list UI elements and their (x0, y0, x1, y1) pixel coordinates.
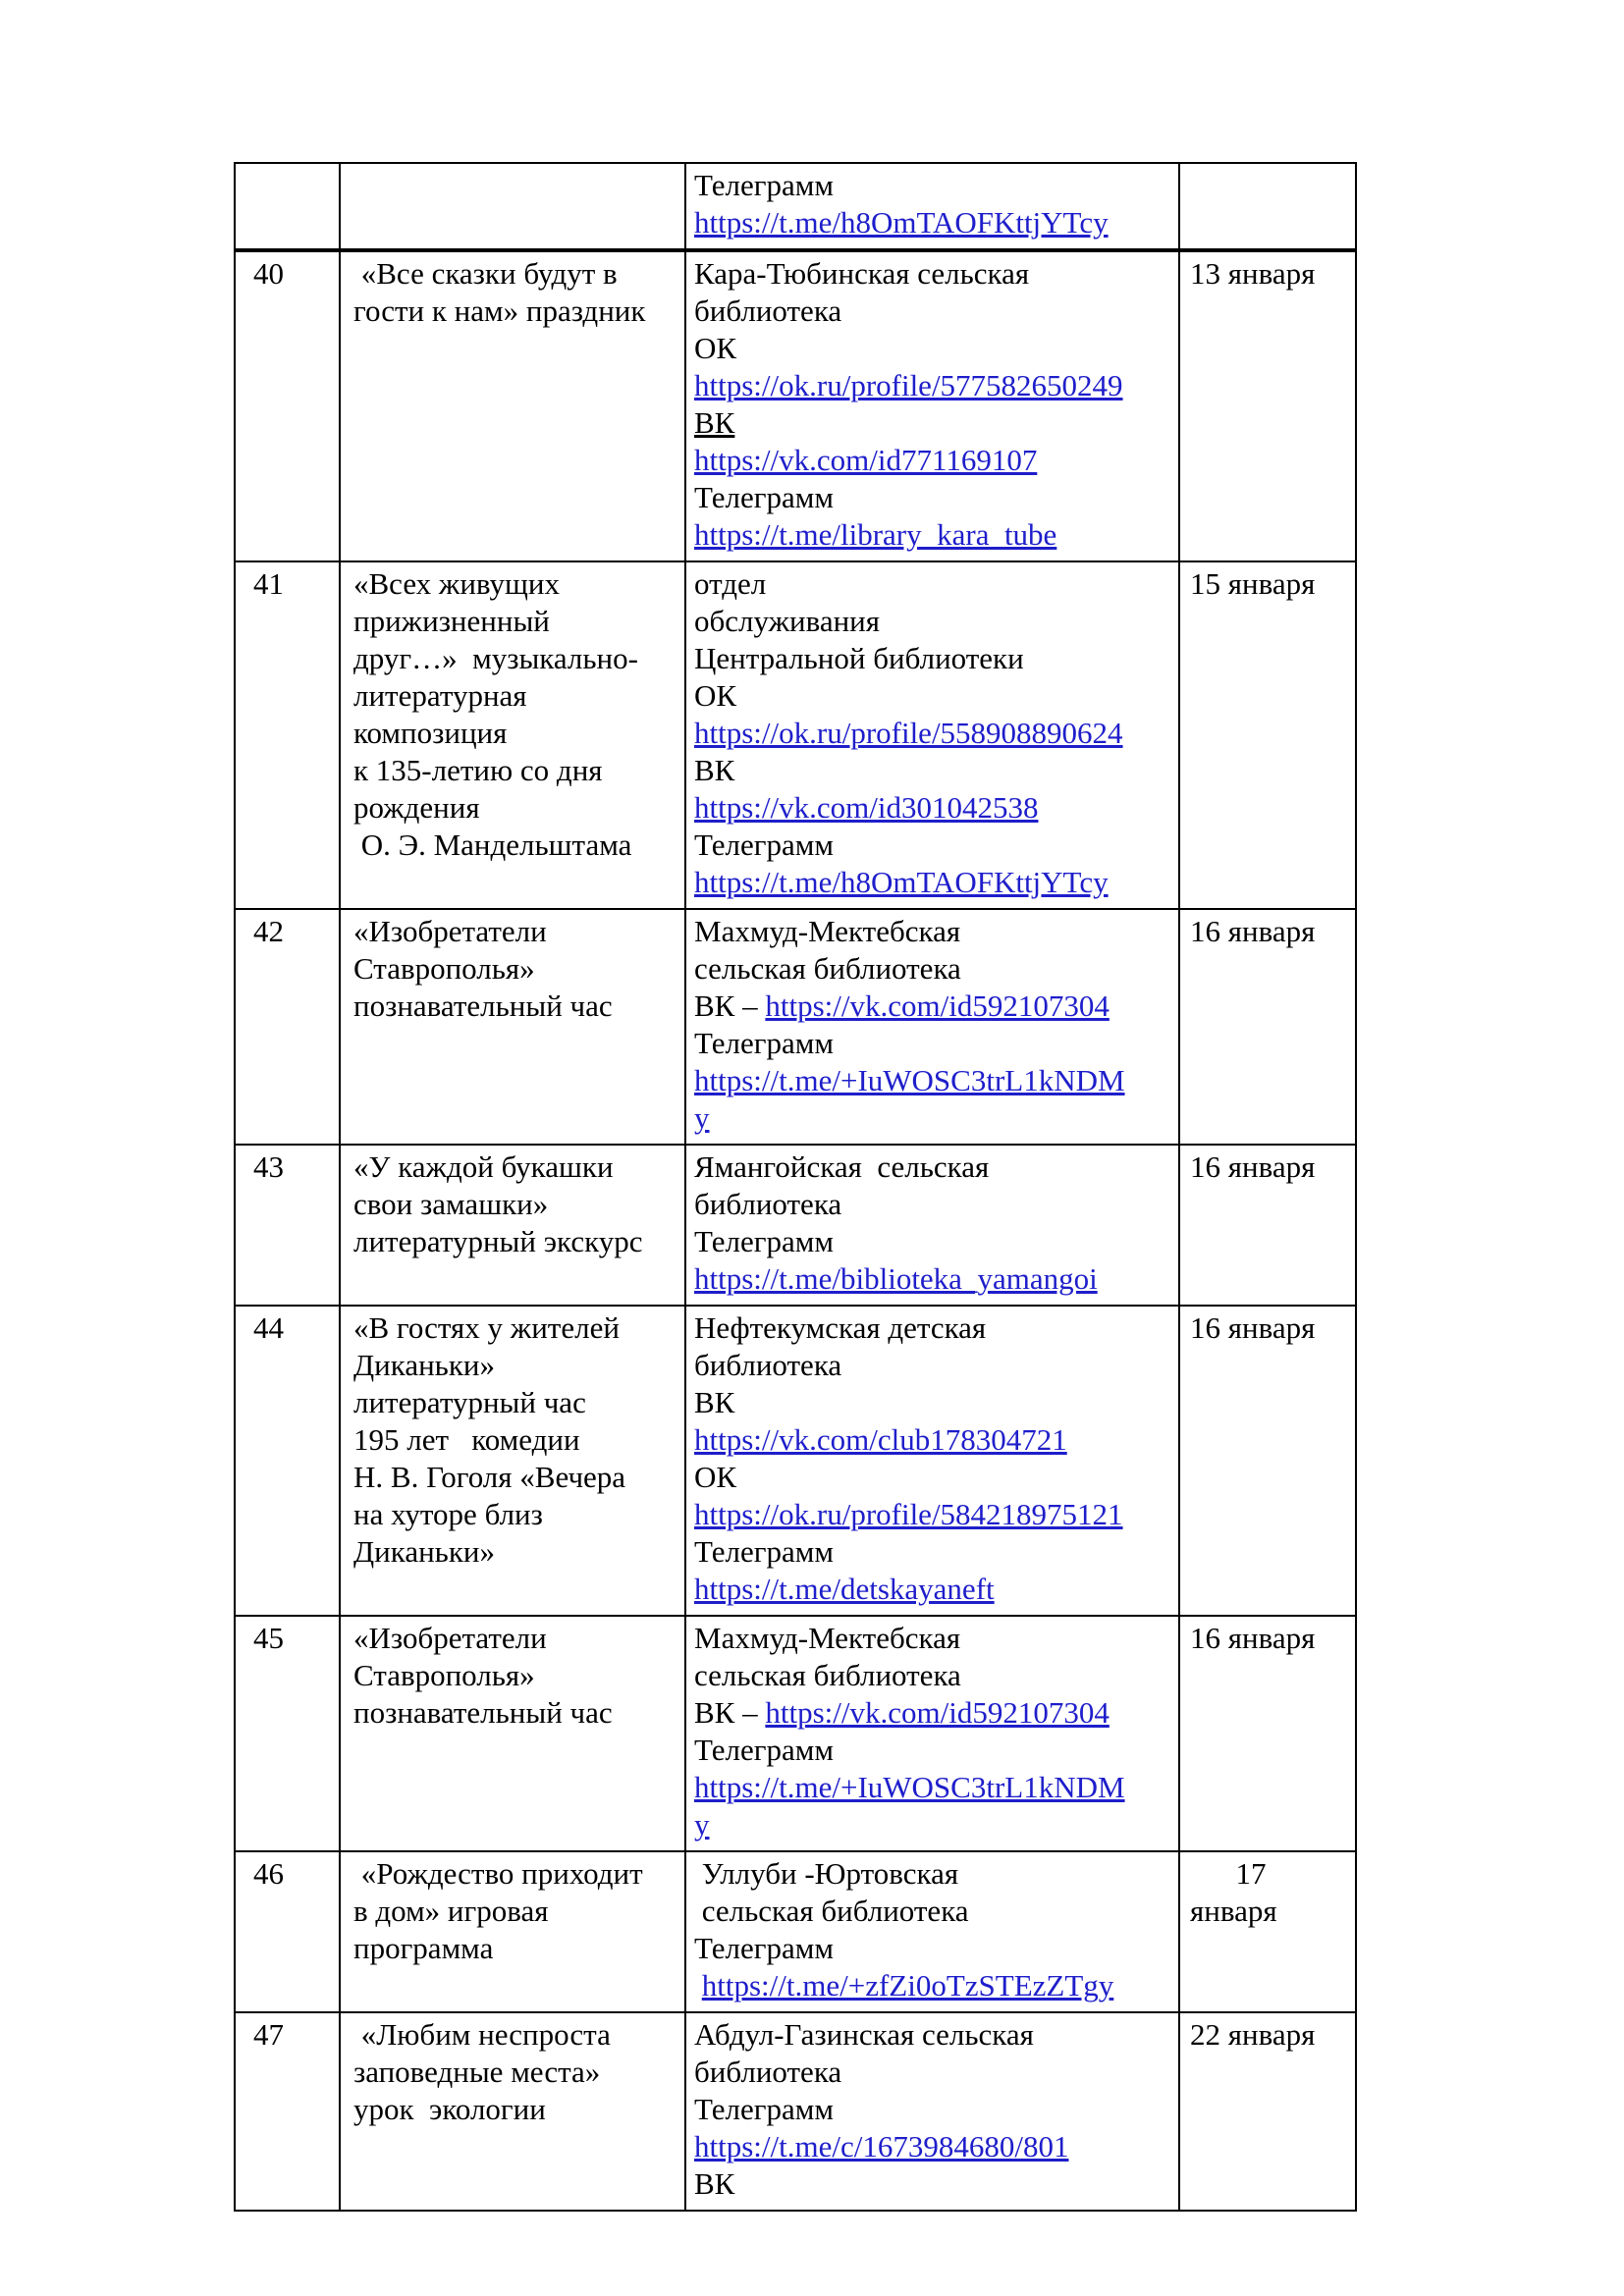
text-segment: января (1190, 1894, 1277, 1928)
text-line (694, 640, 1170, 677)
text-line (353, 715, 677, 752)
text-line (694, 2091, 1170, 2128)
text-line (694, 2054, 1170, 2091)
text-line (694, 864, 1170, 901)
text-segment: библиотека (694, 1187, 842, 1221)
table-row (235, 909, 1356, 1145)
text-line (353, 1533, 677, 1571)
text-segment: 17 (1190, 1856, 1267, 1891)
text-segment: ВК (694, 1385, 735, 1419)
text-segment: 41 (253, 566, 284, 601)
text-segment: Телеграмм (694, 1026, 834, 1060)
text-line (694, 1347, 1170, 1384)
text-segment: О. Э. Мандельштама (353, 828, 632, 862)
library-links-cell (685, 909, 1179, 1145)
text-segment: Центральной библиотеки (694, 641, 1024, 675)
library-links-cell (685, 2012, 1179, 2211)
text-line (694, 715, 1170, 752)
text-line (353, 2016, 677, 2054)
row-number-cell (235, 163, 340, 250)
text-segment: ОК (694, 331, 737, 365)
event-title-cell (340, 1306, 685, 1616)
text-line (694, 2128, 1170, 2165)
text-line (694, 827, 1170, 864)
text-segment: Кара-Тюбинская сельская (694, 256, 1030, 291)
text-line (253, 1620, 331, 1657)
text-line (694, 1657, 1170, 1694)
text-line (694, 950, 1170, 988)
text-segment: Н. В. Гоголя «Вечера (353, 1460, 626, 1494)
text-line (353, 1309, 677, 1347)
text-segment: на хуторе близ (353, 1497, 543, 1531)
library-links-cell (685, 1306, 1179, 1616)
text-segment: 16 января (1190, 1310, 1316, 1345)
text-line (353, 255, 677, 293)
event-title-cell (340, 1145, 685, 1306)
underlined-text: ВК (694, 405, 735, 440)
text-line (353, 1223, 677, 1260)
row-number-cell (235, 250, 340, 561)
event-title-cell (340, 2012, 685, 2211)
text-line (694, 330, 1170, 367)
text-segment: ВК (694, 753, 735, 787)
date-cell (1179, 250, 1356, 561)
row-number-cell (235, 2012, 340, 2211)
text-segment: 42 (253, 914, 284, 948)
text-line (694, 404, 1170, 442)
text-segment: литературная (353, 678, 527, 713)
text-segment: 40 (253, 256, 284, 291)
text-line (353, 1620, 677, 1657)
hyperlink[interactable]: https://t.me/h8OmTAOFKttjYTcy (694, 865, 1109, 899)
text-segment: «Изобретатели (353, 914, 547, 948)
library-links-cell (685, 163, 1179, 250)
date-cell (1179, 1616, 1356, 1851)
text-line (694, 1930, 1170, 1967)
library-links-cell (685, 1851, 1179, 2012)
text-segment: Телеграмм (694, 2092, 834, 2126)
text-line (694, 565, 1170, 603)
text-line (1190, 1620, 1347, 1657)
text-segment: ВК (694, 2166, 735, 2201)
text-segment: «Всех живущих (353, 566, 560, 601)
text-line (353, 603, 677, 640)
text-line (353, 293, 677, 330)
hyperlink[interactable]: https://vk.com/id592107304 (765, 1695, 1110, 1730)
table-row (235, 2012, 1356, 2211)
text-segment: литературный экскурс (353, 1224, 643, 1258)
event-title-cell (340, 1851, 685, 2012)
text-segment: Уллуби -Юртовская (694, 1856, 959, 1891)
text-line (694, 442, 1170, 479)
text-segment: библиотека (694, 294, 842, 328)
text-line (353, 827, 677, 864)
text-line (353, 1347, 677, 1384)
text-line (1190, 913, 1347, 950)
text-segment: «В гостях у жителей (353, 1310, 620, 1345)
date-cell (1179, 909, 1356, 1145)
text-segment: Диканьки» (353, 1348, 495, 1382)
text-segment: «Рождество приходит (353, 1856, 643, 1891)
text-segment: Ставрополья» (353, 1658, 535, 1692)
row-number-cell (235, 909, 340, 1145)
text-segment: Ставрополья» (353, 951, 535, 986)
text-line (694, 1893, 1170, 1930)
text-line (694, 1967, 1170, 2004)
text-line (694, 677, 1170, 715)
text-segment: 16 января (1190, 1621, 1316, 1655)
text-segment: Телеграмм (694, 480, 834, 514)
text-line (253, 1855, 331, 1893)
text-line (694, 1099, 1170, 1137)
table-row (235, 1851, 1356, 2012)
date-cell (1179, 1306, 1356, 1616)
text-segment (694, 1968, 702, 2002)
date-cell (1179, 561, 1356, 909)
text-segment: познавательный час (353, 988, 613, 1023)
text-line (694, 255, 1170, 293)
text-line (694, 293, 1170, 330)
text-segment: Телеграмм (694, 1733, 834, 1767)
text-segment: 13 января (1190, 256, 1316, 291)
text-line (1190, 1893, 1347, 1930)
text-line (353, 1893, 677, 1930)
row-number-cell (235, 1306, 340, 1616)
text-segment: Ямангойская сельская (694, 1149, 990, 1184)
text-line (694, 1533, 1170, 1571)
text-segment: рождения (353, 790, 480, 825)
row-number-cell (235, 1851, 340, 2012)
text-segment: свои замашки» (353, 1187, 549, 1221)
hyperlink[interactable]: https://t.me/+IuWOSC3trL1kNDM (694, 1063, 1125, 1097)
event-title-cell (340, 909, 685, 1145)
text-line (253, 1148, 331, 1186)
date-cell (1179, 1145, 1356, 1306)
text-segment: обслуживания (694, 604, 881, 638)
text-segment: 195 лет комедии (353, 1422, 580, 1457)
text-line (694, 1496, 1170, 1533)
text-line (353, 950, 677, 988)
library-links-cell (685, 250, 1179, 561)
text-segment: 47 (253, 2017, 284, 2052)
text-line (1190, 255, 1347, 293)
text-line (694, 1459, 1170, 1496)
text-segment: композиция (353, 716, 508, 750)
text-segment: заповедные места» (353, 2055, 601, 2089)
text-segment: Телеграмм (694, 1534, 834, 1569)
table-row (235, 1145, 1356, 1306)
text-line (353, 1148, 677, 1186)
text-segment: ОК (694, 1460, 737, 1494)
text-segment: литературный час (353, 1385, 586, 1419)
text-segment: 46 (253, 1856, 284, 1891)
text-segment: Нефтекумская детская (694, 1310, 987, 1345)
text-line (694, 913, 1170, 950)
hyperlink[interactable]: https://t.me/biblioteka_yamangoi (694, 1261, 1098, 1296)
text-line (694, 1223, 1170, 1260)
text-line (694, 2165, 1170, 2203)
text-segment: Телеграмм (694, 1224, 834, 1258)
hyperlink[interactable]: https://t.me/library_kara_tube (694, 517, 1057, 552)
text-line (694, 1620, 1170, 1657)
library-links-cell (685, 561, 1179, 909)
text-line (694, 479, 1170, 516)
text-segment: отдел (694, 566, 767, 601)
text-line (353, 1657, 677, 1694)
table-row (235, 1616, 1356, 1851)
text-line (1190, 1855, 1347, 1893)
text-line (694, 1769, 1170, 1806)
text-segment: «У каждой букашки (353, 1149, 614, 1184)
text-line (694, 1025, 1170, 1062)
text-segment: 16 января (1190, 914, 1316, 948)
text-line (694, 204, 1170, 241)
text-line (353, 1855, 677, 1893)
text-line (353, 1496, 677, 1533)
text-line (1190, 2016, 1347, 2054)
text-line (694, 1421, 1170, 1459)
text-line (694, 988, 1170, 1025)
text-segment: познавательный час (353, 1695, 613, 1730)
text-segment: программа (353, 1931, 494, 1965)
text-line (694, 1694, 1170, 1732)
hyperlink[interactable]: https://t.me/+IuWOSC3trL1kNDM (694, 1770, 1125, 1804)
text-line (694, 1384, 1170, 1421)
hyperlink[interactable]: y (694, 1807, 710, 1842)
row-number-cell (235, 1616, 340, 1851)
hyperlink[interactable]: https://t.me/h8OmTAOFKttjYTcy (694, 205, 1109, 240)
text-segment: сельская библиотека (694, 1894, 969, 1928)
text-segment: 16 января (1190, 1149, 1316, 1184)
text-segment: 22 января (1190, 2017, 1316, 2052)
event-title-cell (340, 561, 685, 909)
hyperlink[interactable]: https://t.me/+zfZi0oTzSTEzZTgy (701, 1968, 1114, 2002)
hyperlink[interactable]: https://vk.com/id771169107 (694, 443, 1038, 477)
text-line (694, 167, 1170, 204)
text-segment: библиотека (694, 2055, 842, 2089)
text-segment: в дом» игровая (353, 1894, 549, 1928)
hyperlink[interactable]: y (694, 1100, 710, 1135)
event-title-cell (340, 163, 685, 250)
text-segment: друг…» музыкально- (353, 641, 638, 675)
text-segment: 44 (253, 1310, 284, 1345)
text-segment: Телеграмм (694, 1931, 834, 1965)
hyperlink[interactable]: https://vk.com/club178304721 (694, 1422, 1067, 1457)
row-number-cell (235, 1145, 340, 1306)
hyperlink[interactable]: https://ok.ru/profile/584218975121 (694, 1497, 1123, 1531)
text-line (694, 789, 1170, 827)
event-title-cell (340, 1616, 685, 1851)
text-segment: Телеграмм (694, 168, 834, 202)
text-segment: 45 (253, 1621, 284, 1655)
text-segment: гости к нам» праздник (353, 294, 646, 328)
text-segment: ВК – (694, 1695, 766, 1730)
text-segment: Абдул-Газинская сельская (694, 2017, 1034, 2052)
text-segment: урок экологии (353, 2092, 546, 2126)
text-line (694, 1062, 1170, 1099)
text-segment: сельская библиотека (694, 951, 961, 986)
text-line (353, 752, 677, 789)
text-line (353, 913, 677, 950)
text-segment: Махмуд-Мектебская (694, 914, 961, 948)
hyperlink[interactable]: https://vk.com/id301042538 (694, 790, 1039, 825)
text-segment: Диканьки» (353, 1534, 495, 1569)
text-line (253, 255, 331, 293)
text-line (694, 1309, 1170, 1347)
hyperlink[interactable]: https://ok.ru/profile/558908890624 (694, 716, 1123, 750)
text-segment: «Изобретатели (353, 1621, 547, 1655)
text-line (253, 1309, 331, 1347)
event-title-cell (340, 250, 685, 561)
text-line (253, 2016, 331, 2054)
text-segment: библиотека (694, 1348, 842, 1382)
text-segment: 43 (253, 1149, 284, 1184)
library-links-cell (685, 1616, 1179, 1851)
table-row (235, 1306, 1356, 1616)
text-line (694, 516, 1170, 554)
text-line (353, 1930, 677, 1967)
text-line (694, 1260, 1170, 1298)
text-line (694, 2016, 1170, 2054)
table-row (235, 250, 1356, 561)
text-line (694, 1855, 1170, 1893)
text-line (1190, 1309, 1347, 1347)
text-line (694, 367, 1170, 404)
library-links-cell (685, 1145, 1179, 1306)
text-line (353, 1459, 677, 1496)
text-segment: прижизненный (353, 604, 550, 638)
text-line (353, 2054, 677, 2091)
text-segment: «Любим неспроста (353, 2017, 611, 2052)
hyperlink[interactable]: https://vk.com/id592107304 (765, 988, 1110, 1023)
text-line (694, 752, 1170, 789)
text-line (253, 913, 331, 950)
text-line (694, 603, 1170, 640)
text-line (694, 1732, 1170, 1769)
text-segment: ОК (694, 678, 737, 713)
text-line (353, 1694, 677, 1732)
schedule-table-body (235, 163, 1356, 2211)
text-line (694, 1571, 1170, 1608)
text-segment: ВК – (694, 988, 766, 1023)
text-line (253, 565, 331, 603)
text-line (353, 565, 677, 603)
events-schedule-table (234, 162, 1357, 2212)
text-line (353, 1186, 677, 1223)
row-number-cell (235, 561, 340, 909)
text-segment: «Все сказки будут в (353, 256, 618, 291)
text-segment: сельская библиотека (694, 1658, 961, 1692)
hyperlink[interactable]: https://t.me/c/1673984680/801 (694, 2129, 1069, 2163)
text-line (353, 1384, 677, 1421)
text-line (353, 789, 677, 827)
text-line (353, 640, 677, 677)
text-segment: Телеграмм (694, 828, 834, 862)
table-row (235, 163, 1356, 250)
text-line (353, 2091, 677, 2128)
text-line (694, 1806, 1170, 1843)
text-line (353, 677, 677, 715)
text-line (1190, 1148, 1347, 1186)
date-cell (1179, 2012, 1356, 2211)
hyperlink[interactable]: https://t.me/detskayaneft (694, 1572, 995, 1606)
text-segment: Махмуд-Мектебская (694, 1621, 961, 1655)
hyperlink[interactable]: https://ok.ru/profile/577582650249 (694, 368, 1123, 402)
text-segment: к 135-летию со дня (353, 753, 603, 787)
text-segment: 15 января (1190, 566, 1316, 601)
text-line (353, 988, 677, 1025)
text-line (353, 1421, 677, 1459)
text-line (1190, 565, 1347, 603)
text-line (694, 1148, 1170, 1186)
date-cell (1179, 1851, 1356, 2012)
date-cell (1179, 163, 1356, 250)
text-line (694, 1186, 1170, 1223)
table-row (235, 561, 1356, 909)
